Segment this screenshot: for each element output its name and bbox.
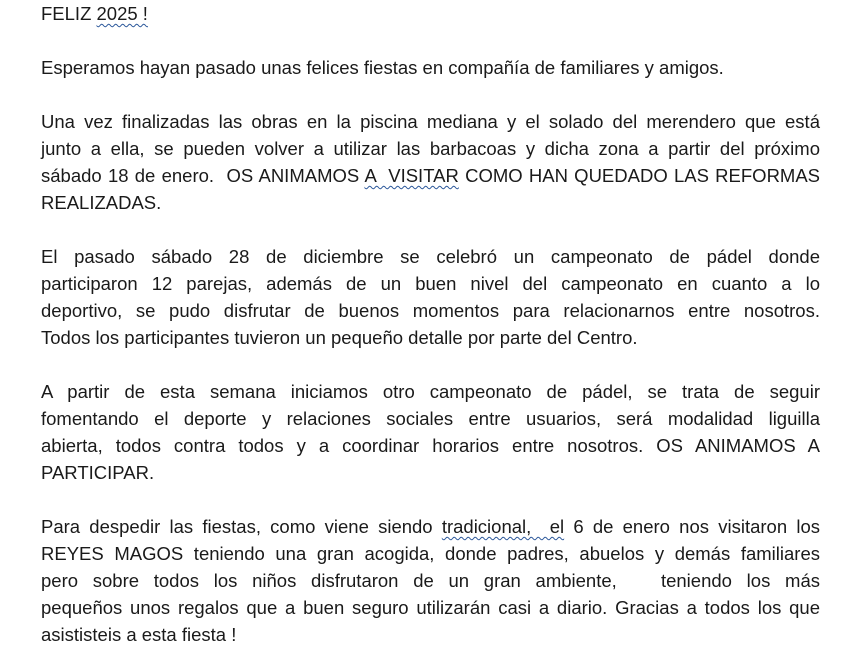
paragraph-pool-works (41, 108, 820, 216)
paragraph-line: A partir de esta semana iniciamos otro campeonato de pádel, se trata de seguir (41, 381, 820, 402)
paragraph-line: fomentando el deporte y relaciones sociales entre usuarios, será modalidad liguilla (41, 408, 820, 429)
paragraph-padel-tournament (41, 243, 820, 351)
paragraph-line: Esperamos hayan pasado unas felices fiestas en compañía de familiares y amigos. (41, 57, 724, 78)
spellcheck-flagged-text: A VISITAR (364, 165, 459, 186)
paragraph-gap (41, 27, 820, 54)
paragraph-line: participaron 12 parejas, además de un buen nivel del campeonato en cuanto a lo (41, 273, 820, 294)
paragraph-line: abierta, todos contra todos y a coordinar horarios entre nosotros. OS ANIMAMOS A (41, 435, 820, 456)
paragraph-line: PARTICIPAR. (41, 462, 155, 483)
paragraph-gap (41, 216, 820, 243)
paragraph-gap (41, 486, 820, 513)
text-run: Para despedir las fiestas, como viene siendo (41, 516, 442, 537)
greeting-line (41, 0, 820, 27)
paragraph-three-kings (41, 513, 820, 648)
paragraph-gap (41, 81, 820, 108)
paragraph-line: pequeños unos regalos que a buen seguro utilizarán casi a diario. Gracias a todos los que (41, 597, 820, 618)
paragraph-line: deportivo, se pudo disfrutar de buenos momentos para relacionarnos entre nosotros. (41, 300, 820, 321)
spellcheck-flagged-text: tradicional, el (441, 516, 565, 537)
paragraph-line (41, 513, 820, 540)
paragraph-line (41, 162, 820, 189)
paragraph-wishes (41, 54, 820, 81)
paragraph-gap (41, 351, 820, 378)
paragraph-line: Una vez finalizadas las obras en la piscina mediana y el solado del merendero que está (41, 111, 820, 132)
text-run: COMO HAN QUEDADO LAS REFORMAS (458, 165, 821, 186)
greeting-prefix: FELIZ (41, 3, 97, 24)
paragraph-line: Todos los participantes tuvieron un pequeño detalle por parte del Centro. (41, 327, 638, 348)
paragraph-new-league (41, 378, 820, 486)
greeting-heading (41, 0, 820, 27)
paragraph-line: junto a ella, se pueden volver a utilizar las barbacoas y dicha zona a partir del próximo (41, 138, 820, 159)
text-run: sábado 18 de enero. OS ANIMAMOS (41, 165, 365, 186)
document-page (41, 0, 820, 648)
text-run: 6 de enero nos visitaron los (564, 516, 820, 537)
paragraph-line: asististeis a esta fiesta ! (41, 624, 237, 645)
paragraph-line: El pasado sábado 28 de diciembre se celebró un campeonato de pádel donde (41, 246, 820, 267)
paragraph-line: pero sobre todos los niños disfrutaron de un gran ambiente, teniendo los más (41, 570, 820, 591)
greeting-year: 2025 ! (96, 3, 148, 24)
paragraph-line: REYES MAGOS teniendo una gran acogida, donde padres, abuelos y demás familiares (41, 543, 820, 564)
paragraph-line: REALIZADAS. (41, 192, 162, 213)
